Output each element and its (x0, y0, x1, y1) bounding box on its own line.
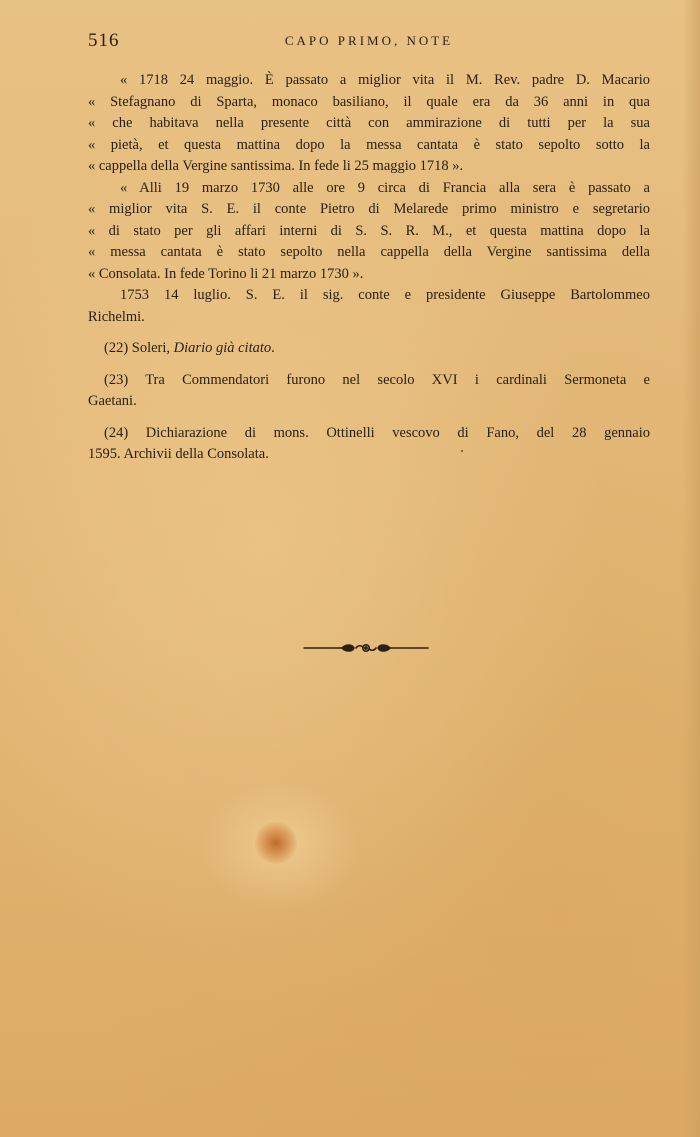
text-line: « cappella della Vergine santissima. In fede li 25 maggio 1718 ». (88, 158, 464, 174)
tailpiece-ornament-icon (302, 640, 430, 656)
text-line: « messa cantata è stato sepolto nella cappella della Vergine santissima della (88, 244, 650, 260)
page-body (88, 70, 650, 466)
page-edge-shadow (682, 0, 700, 1137)
ink-speck (461, 450, 463, 452)
footnote-22 (88, 338, 650, 360)
record-1753 (88, 285, 650, 328)
text-line: « 1718 24 maggio. È passato a miglior vita il M. Rev. padre D. Macario (120, 72, 650, 88)
footnote-22-line (88, 338, 650, 360)
text-line: « pietà, et questa mattina dopo la messa cantata è stato sepolto sotto la (88, 136, 650, 153)
quoted-record-1730 (88, 178, 650, 286)
running-head (88, 30, 650, 54)
text-line: « di stato per gli affari interni di S. S. R. M., et questa mattina dopo la (88, 222, 650, 239)
text-line: « Alli 19 marzo 1730 alle ore 9 circa di Francia alla sera è passato a (120, 179, 650, 196)
footnote-22-title: Diario già citato (173, 340, 272, 356)
text-line: « Consolata. In fede Torino li 21 marzo 1730 ». (88, 265, 364, 282)
footnote-22-prefix: (22) Soleri, (104, 340, 174, 356)
text-line: (24) Dichiarazione di mons. Ottinelli vescovo di Fano, del 28 gennaio (104, 424, 650, 441)
text-line: « miglior vita S. E. il conte Pietro di Melarede primo ministro e segretario (88, 201, 650, 217)
text-line: « Stefagnano di Sparta, monaco basiliano, il quale era da 36 anni in qua (88, 93, 650, 110)
footnote-24 (88, 423, 650, 466)
text-line: « che habitava nella presente città con ammirazione di tutti per la sua (88, 115, 650, 131)
footnote-23 (88, 370, 650, 413)
text-line: 1753 14 luglio. S. E. il sig. conte e presidente Giuseppe Bartolommeo (120, 287, 650, 303)
text-line: Richelmi. (88, 308, 145, 325)
quoted-record-1718 (88, 70, 650, 178)
text-line: (23) Tra Commendatori furono nel secolo XVI i cardinali Sermoneta e (104, 371, 650, 388)
paper-stain (255, 822, 297, 864)
page-number: 516 (88, 30, 120, 51)
footnote-22-suffix: . (271, 340, 275, 356)
text-line: 1595. Archivii della Consolata. (88, 446, 269, 462)
text-line: Gaetani. (88, 393, 137, 409)
running-title: CAPO PRIMO, NOTE (284, 33, 454, 48)
